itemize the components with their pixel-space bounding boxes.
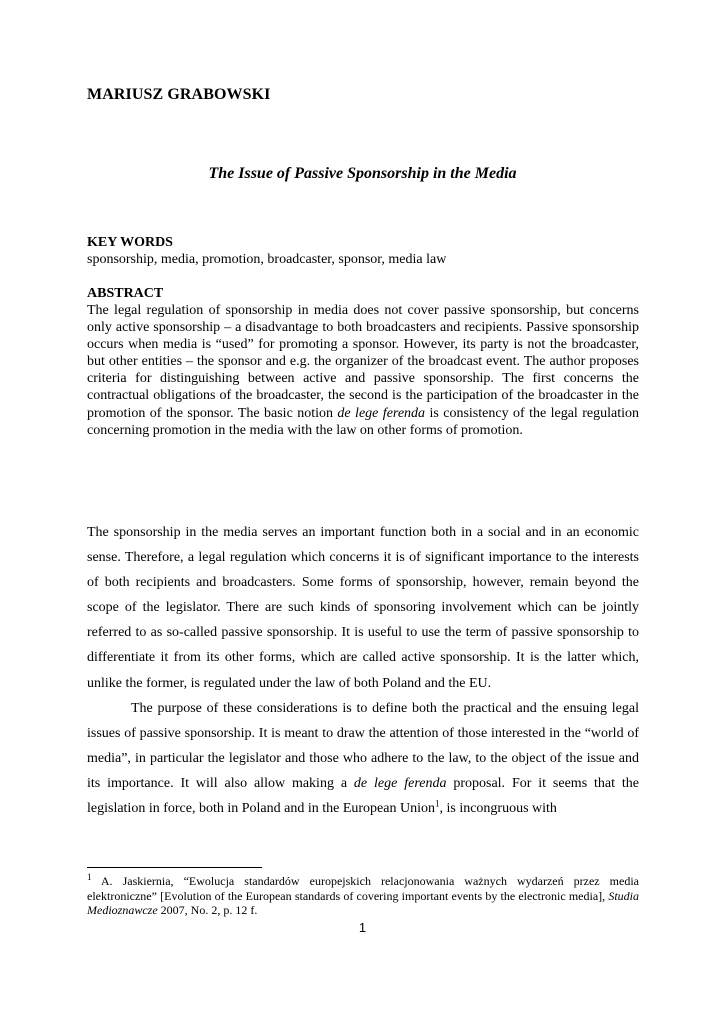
paragraph-1: The sponsorship in the media serves an important function both in a social and in an economic sense. Therefore, a legal regulation which concerns it is of significant importance to the interests of both recipients and broadcasters. Some forms of sponsorship, however, remain beyond the scope of the legislator. There are such kinds of sponsoring involvement which can be jointly referred to as so-called passive sponsorship. It is useful to use the term of passive sponsorship to differentiate it from its other forms, which are called active sponsorship. It is the latter which, unlike the former, is regulated under the law of both Poland and the EU. — [87, 525, 639, 691]
paper-title: The Issue of Passive Sponsorship in the Media — [208, 165, 517, 182]
author-name: MARIUSZ GRABOWSKI — [87, 86, 271, 103]
footnote-divider — [87, 867, 262, 868]
keywords-heading: KEY WORDS — [87, 235, 173, 250]
body-italic-term: de lege ferenda — [353, 775, 447, 791]
footnote-reference[interactable]: 1 — [434, 798, 440, 809]
footnote-journal: Studia Medioznawcze — [87, 888, 639, 918]
body-text — [87, 520, 639, 821]
abstract-text: The legal regulation of sponsorship in media does not cover passive sponsorship, but concerns only active sponsorship – a disadvantage to both broadcasters and recipients. Passive sponsorship occurs when media is “used” for promoting a sponsor. However, its party is not the broadcaster, but other entities – the sponsor and e.g. the organizer of the broadcast event. The author proposes criteria for distinguishing between active and passive sponsorship. The first concerns the contractual obligations of the broadcaster, the second is the participation of the broadcaster in the promotion of the sponsor. The basic notion de lege ferenda is consistency of the legal regulation concerning promotion in the media with the law on other forms of promotion. — [87, 303, 639, 438]
abstract-italic-term: de lege ferenda — [337, 405, 426, 421]
footnote: $^1$ A. Jaskiernia, “Ewolucja standardów europejskich relacjonowania ważnych wydarzeń przez media elektroniczne” [Evolution of the European standards of covering important events by the electronic media], Studia Medioznawcze 2007, No. 2, p. 12 f. — [87, 872, 639, 918]
page-number: 1 — [358, 920, 367, 935]
footnote-marker: 1 — [87, 872, 92, 882]
keywords-text: sponsorship, media, promotion, broadcaster, sponsor, media law — [87, 252, 447, 267]
paragraph-2: The purpose of these considerations is to define both the practical and the ensuing legal issues of passive sponsorship. It is meant to draw the attention of those interested in the “world of media”, in particular the legislator and those who adhere to the law, to the object of the issue and its importance. It will also allow making a de lege ferenda proposal. For it seems that the legislation in force, both in Poland and in the European Union$^1$, is incongruous with — [87, 700, 639, 817]
abstract-heading: ABSTRACT — [87, 286, 164, 301]
